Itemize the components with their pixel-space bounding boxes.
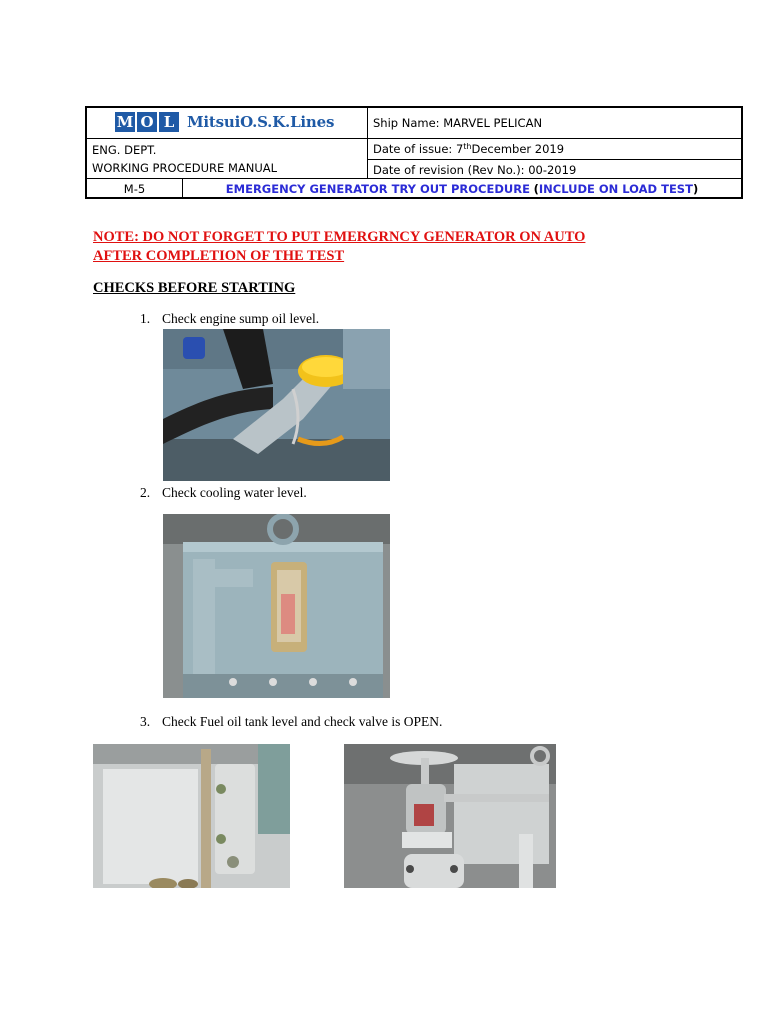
fuel-tank-level-photo	[93, 744, 290, 888]
step-number: 3.	[140, 714, 151, 729]
procedure-code: M-5	[123, 182, 146, 196]
issue-date	[373, 139, 564, 159]
procedure-title-sub: INCLUDE ON LOAD TEST	[538, 182, 693, 196]
logo-letter: M	[116, 113, 134, 131]
divider	[367, 108, 368, 179]
department: ENG. DEPT.	[92, 142, 157, 157]
company-logo	[115, 112, 334, 132]
paren-close: )	[692, 182, 699, 196]
issue-date-sup: th	[463, 141, 472, 151]
step-2	[140, 485, 307, 501]
step-1	[140, 311, 319, 327]
issue-date-suffix: December 2019	[471, 142, 565, 156]
procedure-title-main: EMERGENCY GENERATOR TRY OUT PROCEDURE	[225, 182, 530, 196]
logo-text: MitsuiO.S.K.Lines	[187, 113, 335, 131]
fuel-valve-photo	[344, 744, 556, 888]
step-text: Check engine sump oil level.	[162, 311, 320, 326]
revision-date: Date of revision (Rev No.): 00-2019	[373, 162, 577, 177]
step-number: 2.	[140, 485, 151, 500]
note-line-1: NOTE: DO NOT FORGET TO PUT EMERGRNCY GENERATOR ON AUTO	[93, 229, 586, 245]
step-text: Check Fuel oil tank level and check valve is OPEN.	[162, 714, 443, 729]
step-text: Check cooling water level.	[162, 485, 307, 500]
header-table	[85, 106, 743, 199]
ship-name: Ship Name: MARVEL PELICAN	[373, 116, 543, 130]
section-heading: CHECKS BEFORE STARTING	[93, 280, 296, 296]
note-line-2: AFTER COMPLETION OF THE TEST	[93, 248, 345, 264]
step-number: 1.	[140, 311, 151, 326]
issue-date-prefix: Date of issue: 7	[373, 142, 464, 156]
sump-oil-photo	[163, 329, 390, 481]
logo-letter: L	[159, 112, 179, 132]
cooling-water-photo	[163, 514, 390, 698]
logo-letter: O	[137, 112, 157, 132]
manual-title: WORKING PROCEDURE MANUAL	[92, 160, 278, 175]
procedure-title	[183, 179, 741, 199]
step-3	[140, 714, 442, 730]
paren-open: (	[533, 182, 539, 196]
